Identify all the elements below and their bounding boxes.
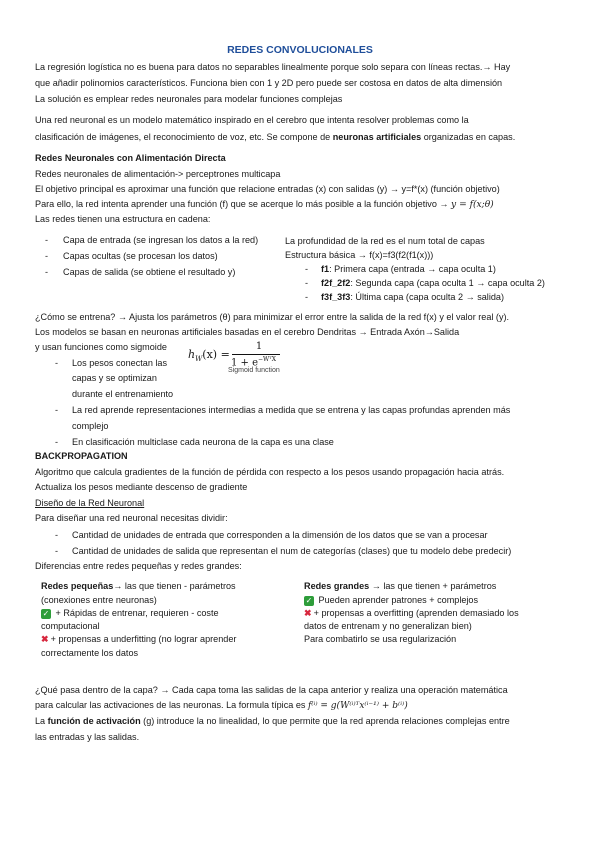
inside-line-4: las entradas y las salidas.	[35, 732, 140, 742]
train-line-1: ¿Cómo se entrena? → Ajusta los parámetros (θ) para minimizar el error entre la salida de la red f(x) y el valor real (y).	[35, 312, 510, 322]
dash-mark: -	[55, 437, 59, 447]
design-heading: Diseño de la Red Neuronal	[35, 498, 145, 508]
small-nets-line-2: (conexiones entre neuronas)	[41, 595, 157, 605]
big-nets-line-4: Para combatirlo se usa regularización	[304, 634, 457, 644]
cross-icon: ✖	[304, 608, 312, 618]
small-nets-pro-1: ✓ + Rápidas de entrenar, requieren - coste	[42, 608, 219, 618]
sigmoid-formula: $h_W(x)$ = 1 $1 + e^{-WᵀX}$	[188, 341, 283, 379]
ff-line-3: Para ello, la red intenta aprender una función (f) que se acerque lo más posible a la función objetivo → y = f(x;θ)	[35, 199, 494, 210]
dash-mark: -	[45, 267, 49, 277]
inside-line-2: para calcular las activaciones de las neuronas. La formula típica es f⁽ⁱ⁾ = g(W⁽ⁱ⁾ᵀx⁽ⁱ⁻¹⁾ + b⁽ⁱ⁾)	[35, 700, 408, 711]
backprop-line-2: Actualiza los pesos mediante descenso de gradiente	[35, 482, 248, 492]
depth-line-1: La profundidad de la red es el num total de capas	[285, 236, 485, 246]
inside-line-1: ¿Qué pasa dentro de la capa? → Cada capa toma las salidas de la capa anterior y realiza una operación matemática	[35, 685, 508, 695]
depth-line-2: Estructura básica → f(x)=f3(f2(f1(x)))	[285, 250, 434, 260]
big-nets-con-1: ✖ + propensas a overfitting (aprenden demasiado los	[304, 608, 519, 618]
objective-formula: y = f(x;θ)	[451, 200, 494, 210]
train-line-2: Los modelos se basan en neuronas artificiales basadas en el cerebro Dendritas → Entrada Axón→Salida	[35, 327, 460, 337]
weights-bullet-2: capas y se optimizan	[72, 373, 157, 383]
layer-item-input: Capa de entrada (se ingresan los datos a la red)	[63, 235, 259, 245]
def-line-2: clasificación de imágenes, el reconocimiento de voz, etc. Se compone de neuronas artificiales organizadas en capas.	[35, 132, 516, 142]
intro-line-1: La regresión logística no es buena para datos no separables linealmente porque solo separa con líneas rectas.→ Hay	[35, 62, 511, 72]
dash-mark: -	[45, 235, 49, 245]
ff-line-2: El objetivo principal es aproximar una función que relacione entradas (x) con salidas (y) → y=f*(x) (función objetivo)	[35, 184, 500, 194]
dash-mark: -	[55, 530, 59, 540]
dash-mark: -	[55, 546, 59, 556]
def-line-1: Una red neuronal es un modelo matemático inspirado en el cerebro que intenta resolver problemas como la	[35, 115, 469, 125]
design-bullet-output: Cantidad de unidades de salida que representan el num de categorías (clases) que tu modelo debe predecir)	[72, 546, 512, 556]
dash-mark: -	[305, 264, 309, 274]
train-line-3: y usan funciones como sigmoide	[35, 342, 167, 352]
dash-mark: -	[305, 278, 309, 288]
cross-icon: ✖	[41, 634, 49, 644]
repr-bullet-2: complejo	[72, 421, 109, 431]
sigmoid-caption: Sigmoid function	[228, 367, 280, 374]
weights-bullet-3: durante el entrenamiento	[72, 389, 174, 399]
design-line-2: Diferencias entre redes pequeñas y redes grandes:	[35, 561, 242, 571]
check-icon: ✓	[42, 609, 50, 618]
big-nets-title: Redes grandes → las que tienen + parámetros	[304, 581, 497, 591]
page-title: REDES CONVOLUCIONALES	[227, 44, 373, 56]
dash-mark: -	[55, 358, 59, 368]
layer-item-hidden: Capas ocultas (se procesan los datos)	[63, 251, 218, 261]
check-icon: ✓	[305, 596, 313, 605]
depth-item-f2: f2f_2f2: Segunda capa (capa oculta 1 → capa oculta 2)	[321, 278, 545, 288]
small-nets-pro-2: computacional	[41, 621, 100, 631]
ff-heading: Redes Neuronales con Alimentación Directa	[35, 153, 226, 163]
backprop-line-1: Algoritmo que calcula gradientes de la función de pérdida con respecto a los pesos usando propagación hacia atrás.	[35, 467, 505, 477]
intro-line-2: que añadir polinomios característicos. Funciona bien con 1 y 2D pero puede ser costosa en datos de alta dimensión	[35, 78, 503, 88]
repr-bullet-1: La red aprende representaciones intermedias a medida que se entrena y las capas profundas aprenden más	[72, 405, 511, 415]
design-line-1: Para diseñar una red neuronal necesitas dividir:	[35, 513, 228, 523]
inside-line-3: La función de activación (g) introduce la no linealidad, lo que permite que la red aprenda relaciones complejas entre	[35, 716, 510, 726]
depth-item-f3: f3f_3f3: Última capa (capa oculta 2 → salida)	[321, 292, 504, 302]
backprop-heading: BACKPROPAGATION	[35, 451, 128, 461]
ff-line-1: Redes neuronales de alimentación-> perceptrones multicapa	[35, 169, 281, 179]
intro-line-3: La solución es emplear redes neuronales para modelar funciones complejas	[35, 94, 343, 104]
big-nets-con-2: datos de entrenam y no generalizan bien)	[304, 621, 472, 631]
small-nets-title: Redes pequeñas→ las que tienen - parámetros	[41, 581, 236, 591]
dash-mark: -	[45, 251, 49, 261]
layer-item-output: Capas de salida (se obtiene el resultado y)	[63, 267, 236, 277]
weights-bullet-1: Los pesos conectan las	[72, 358, 168, 368]
multiclass-bullet: En clasificación multiclase cada neurona de la capa es una clase	[72, 437, 334, 447]
small-nets-con-1: ✖ + propensas a underfitting (no lograr aprender	[41, 634, 237, 644]
dash-mark: -	[55, 405, 59, 415]
layer-formula: f⁽ⁱ⁾ = g(W⁽ⁱ⁾ᵀx⁽ⁱ⁻¹⁾ + b⁽ⁱ⁾)	[307, 701, 408, 711]
depth-item-f1: f1: Primera capa (entrada → capa oculta 1)	[321, 264, 496, 274]
small-nets-con-2: correctamente los datos	[41, 648, 139, 658]
big-nets-pro: ✓ Pueden aprender patrones + complejos	[305, 595, 479, 605]
dash-mark: -	[305, 292, 309, 302]
ff-line-4: Las redes tienen una estructura en cadena:	[35, 214, 211, 224]
design-bullet-input: Cantidad de unidades de entrada que corresponden a la dimensión de los datos que se van a procesar	[72, 530, 488, 540]
